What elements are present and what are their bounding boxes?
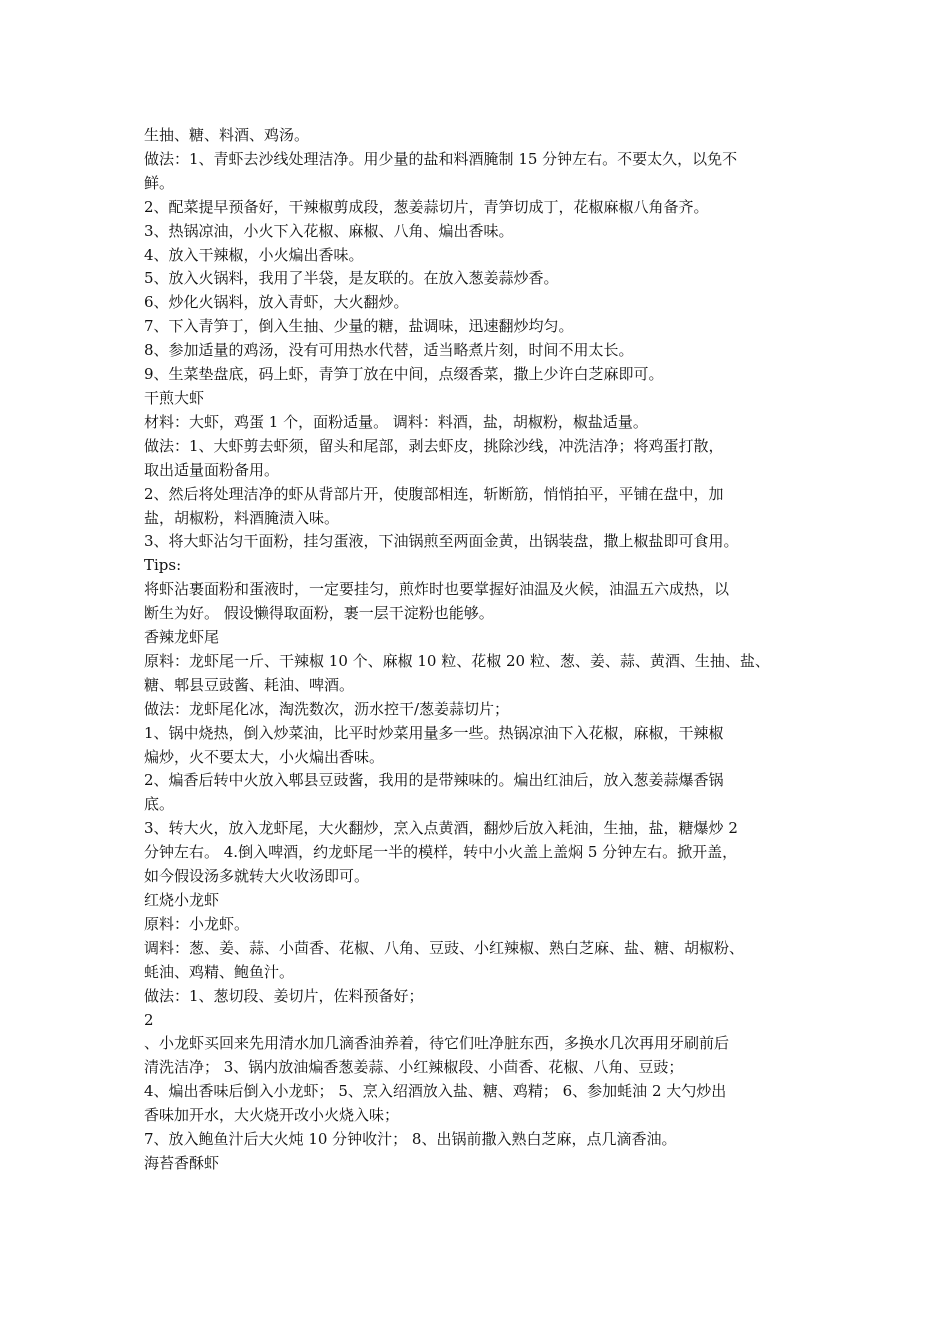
text-line: 清洗洁净； 3、锅内放油煸香葱姜蒜、小红辣椒段、小茴香、花椒、八角、豆豉； [144, 1058, 684, 1077]
text-line: 2、配菜提早预备好，干辣椒剪成段，葱姜蒜切片，青笋切成丁，花椒麻椒八角备齐。 [144, 197, 709, 216]
text-line: 香味加开水，大火烧开改小火烧入味； [144, 1106, 400, 1125]
text-line: 盐，胡椒粉，料酒腌渍入味。 [144, 508, 340, 527]
text-line: 4、煸出香味后倒入小龙虾； 5、烹入绍酒放入盐、糖、鸡精； 6、参加蚝油 2 大勺炒出 [144, 1082, 727, 1101]
text-line: 断生为好。 假设懒得取面粉，裹一层干淀粉也能够。 [144, 604, 494, 623]
section-heading: 香辣龙虾尾 [144, 628, 220, 647]
text-line: 8、参加适量的鸡汤，没有可用热水代替，适当略煮片刻，时间不用太长。 [144, 341, 634, 360]
text-line: 分钟左右。 4.倒入啤酒，约龙虾尾一半的模样，转中小火盖上盖焖 5 分钟左右。掀开盖， [144, 843, 738, 862]
text-line: 生抽、糖、料酒、鸡汤。 [144, 126, 310, 144]
text-line: 、小龙虾买回来先用清水加几滴香油养着，待它们吐净脏东西，多换水几次再用牙刷前后 [144, 1034, 730, 1053]
text-line: 鲜。 [144, 173, 175, 192]
text-line: 3、热锅凉油，小火下入花椒、麻椒、八角、煸出香味。 [144, 221, 514, 240]
text-line: 6、炒化火锅料，放入青虾，大火翻炒。 [144, 293, 409, 312]
text-line: 煸炒，火不要太大，小火煸出香味。 [144, 747, 385, 766]
text-line: 2、煸香后转中火放入郫县豆豉酱，我用的是带辣味的。煸出红油后，放入葱姜蒜爆香锅 [144, 771, 724, 790]
text-line: 做法：1、大虾剪去虾须，留头和尾部，剥去虾皮，挑除沙线，冲洗洁净；将鸡蛋打散， [144, 436, 724, 455]
text-line: 做法：龙虾尾化冰，淘洗数次，沥水控干/葱姜蒜切片； [144, 699, 510, 718]
text-line: 糖、郫县豆豉酱、耗油、啤酒。 [144, 675, 355, 694]
text-line: 蚝油、鸡精、鲍鱼汁。 [144, 962, 295, 981]
section-heading: 红烧小龙虾 [144, 891, 220, 909]
text-line: 做法：1、青虾去沙线处理洁净。用少量的盐和料酒腌制 15 分钟左右。不要太久，以免不 [144, 149, 738, 168]
text-line: 3、将大虾沾匀干面粉，挂匀蛋液，下油锅煎至两面金黄，出锅装盘，撒上椒盐即可食用。 [144, 532, 739, 551]
section-heading: 干煎大虾 [144, 388, 205, 407]
text-line: 5、放入火锅料，我用了半袋，是友联的。在放入葱姜蒜炒香。 [144, 269, 559, 288]
text-line: 将虾沾裹面粉和蛋液时，一定要挂匀，煎炸时也要掌握好油温及火候，油温五六成热，以 [144, 580, 730, 599]
text-line: 7、放入鲍鱼汁后大火炖 10 分钟收汁； 8、出锅前撒入熟白芝麻，点几滴香油。 [144, 1130, 677, 1149]
text-line: 如今假设汤多就转大火收汤即可。 [144, 867, 370, 886]
text-line: 2、然后将处理洁净的虾从背部片开，使腹部相连，斩断筋，悄悄拍平，平铺在盘中，加 [144, 484, 724, 503]
text-line: 1、锅中烧热，倒入炒菜油，比平时炒菜用量多一些。热锅凉油下入花椒，麻椒，干辣椒 [144, 723, 724, 742]
text-line: 底。 [144, 795, 175, 814]
text-line: 原料：小龙虾。 [144, 914, 250, 933]
text-line: 9、生菜垫盘底，码上虾，青笋丁放在中间，点缀香菜，撒上少许白芝麻即可。 [144, 365, 664, 384]
text-line: 原料：龙虾尾一斤、干辣椒 10 个、麻椒 10 粒、花椒 20 粒、葱、姜、蒜、黄酒、生抽、盐、 [144, 651, 770, 670]
text-line: 做法：1、葱切段、姜切片，佐料预备好； [144, 986, 424, 1005]
text-line: 调料：葱、姜、蒜、小茴香、花椒、八角、豆豉、小红辣椒、熟白芝麻、盐、糖、胡椒粉、 [144, 938, 745, 957]
text-line: 材料：大虾，鸡蛋 1 个，面粉适量。 调料：料酒，盐，胡椒粉，椒盐适量。 [144, 412, 648, 431]
text-line: 2 [144, 1010, 154, 1029]
text-line: 7、下入青笋丁，倒入生抽、少量的糖，盐调味，迅速翻炒均匀。 [144, 317, 574, 336]
document-body [144, 124, 816, 1176]
text-line: 3、转大火，放入龙虾尾，大火翻炒，烹入点黄酒，翻炒后放入耗油，生抽，盐，糖爆炒 2 [144, 819, 738, 838]
text-line: 4、放入干辣椒，小火煸出香味。 [144, 245, 364, 264]
section-heading: 海苔香酥虾 [144, 1153, 220, 1172]
tips-label: Tips: [144, 556, 182, 575]
text-line: 取出适量面粉备用。 [144, 460, 280, 479]
